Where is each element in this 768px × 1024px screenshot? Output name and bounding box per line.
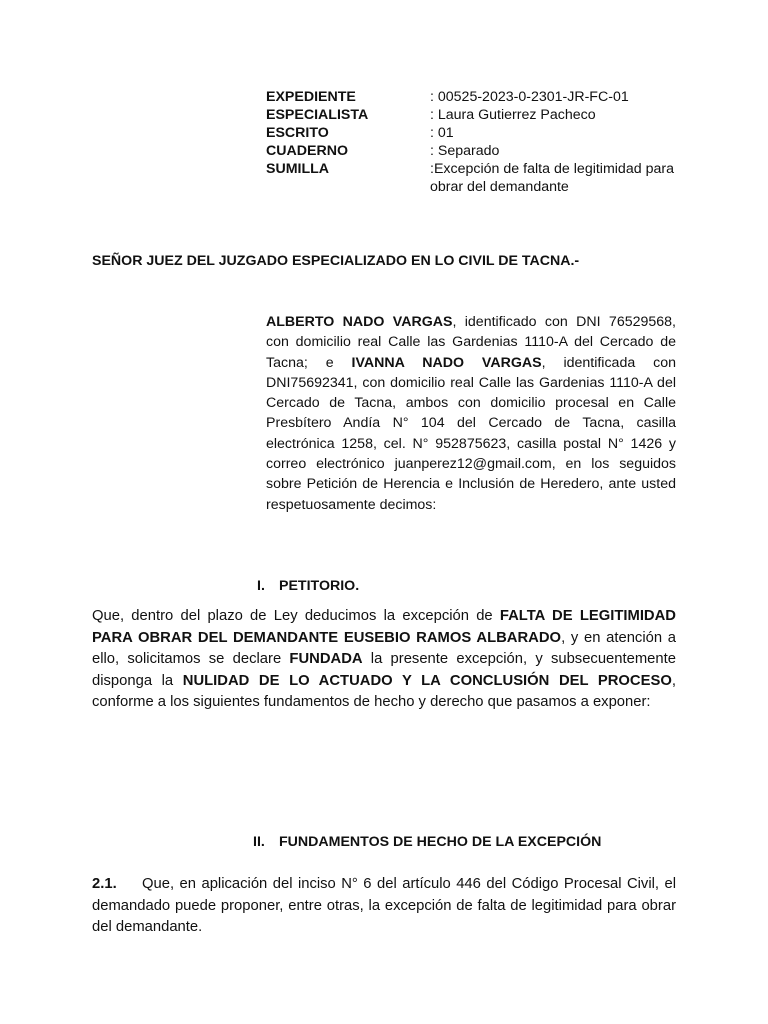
party-name-1: ALBERTO NADO VARGAS xyxy=(266,314,453,330)
escrito-value: : 01 xyxy=(430,125,454,141)
especialista-row xyxy=(266,106,676,124)
parties-paragraph xyxy=(266,312,676,515)
petitorio-text-2: , y en atención a ello, solicitamos se declare xyxy=(92,629,676,667)
expediente-row xyxy=(266,88,676,106)
paragraph-2-1 xyxy=(92,874,676,939)
section-title: FUNDAMENTOS DE HECHO DE LA EXCEPCIÓN xyxy=(279,834,602,850)
section-number: II. xyxy=(253,834,265,850)
party-text-2: , identificada con DNI75692341, con domicilio real Calle las Gardenias 1110-A del Cercado de Tacna, ambos con domicilio procesal en Calle Presbítero Andía N° 104 del Cercado de Tacna, casilla electrónica 1258, cel. N° 952875623, casilla postal N° 1426 y correo electrónico juanperez12@gmail.com, en los seguidos sobre Petición de Herencia e Inclusión de Heredero, ante usted respetuosamente decimos: xyxy=(266,354,677,513)
petitorio-bold-3: NULIDAD DE LO ACTUADO Y LA CONCLUSIÓN DEL PROCESO xyxy=(182,672,672,689)
section-title: PETITORIO. xyxy=(279,578,360,594)
paragraph-text: Que, en aplicación del inciso N° 6 del artículo 446 del Código Procesal Civil, el demandado puede proponer, entre otras, la excepción de falta de legitimidad para obrar del demandante. xyxy=(92,876,676,935)
court-address: SEÑOR JUEZ DEL JUZGADO ESPECIALIZADO EN LO CIVIL DE TACNA.- xyxy=(92,253,580,269)
section-heading-fundamentos xyxy=(253,834,601,850)
cuaderno-label: CUADERNO xyxy=(266,143,348,159)
paragraph-number: 2.1. xyxy=(92,876,117,892)
party-text-1: , identificado con DNI 76529568, con domicilio real Calle las Gardenias 1110-A del Cercado de Tacna; e xyxy=(266,314,676,371)
section-heading-petitorio xyxy=(257,578,359,594)
petitorio-paragraph xyxy=(92,606,676,714)
petitorio-bold-1: FALTA DE LEGITIMIDAD PARA OBRAR DEL DEMANDANTE EUSEBIO RAMOS ALBARADO xyxy=(92,608,676,646)
especialista-value: : Laura Gutierrez Pacheco xyxy=(430,107,596,123)
escrito-row xyxy=(266,124,676,142)
expediente-value: : 00525-2023-0-2301-JR-FC-01 xyxy=(430,89,629,105)
cuaderno-row xyxy=(266,142,676,160)
especialista-label: ESPECIALISTA xyxy=(266,107,369,123)
petitorio-text-1: Que, dentro del plazo de Ley deducimos la excepción de xyxy=(92,608,500,624)
petitorio-bold-2: FUNDADA xyxy=(289,651,363,667)
cuaderno-value: : Separado xyxy=(430,143,500,159)
escrito-label: ESCRITO xyxy=(266,125,329,141)
petitorio-text-3: la presente excepción, y subsecuentemente disponga la xyxy=(92,651,676,689)
sumilla-value: :Excepción de falta de legitimidad para obrar del demandante xyxy=(430,161,674,195)
expediente-label: EXPEDIENTE xyxy=(266,89,356,105)
case-header xyxy=(266,88,676,196)
section-number: I. xyxy=(257,578,265,594)
petitorio-text-4: , conforme a los siguientes fundamentos de hecho y derecho que pasamos a exponer: xyxy=(92,672,676,710)
party-name-2: IVANNA NADO VARGAS xyxy=(351,354,542,371)
sumilla-row xyxy=(266,160,676,196)
sumilla-label: SUMILLA xyxy=(266,161,330,177)
